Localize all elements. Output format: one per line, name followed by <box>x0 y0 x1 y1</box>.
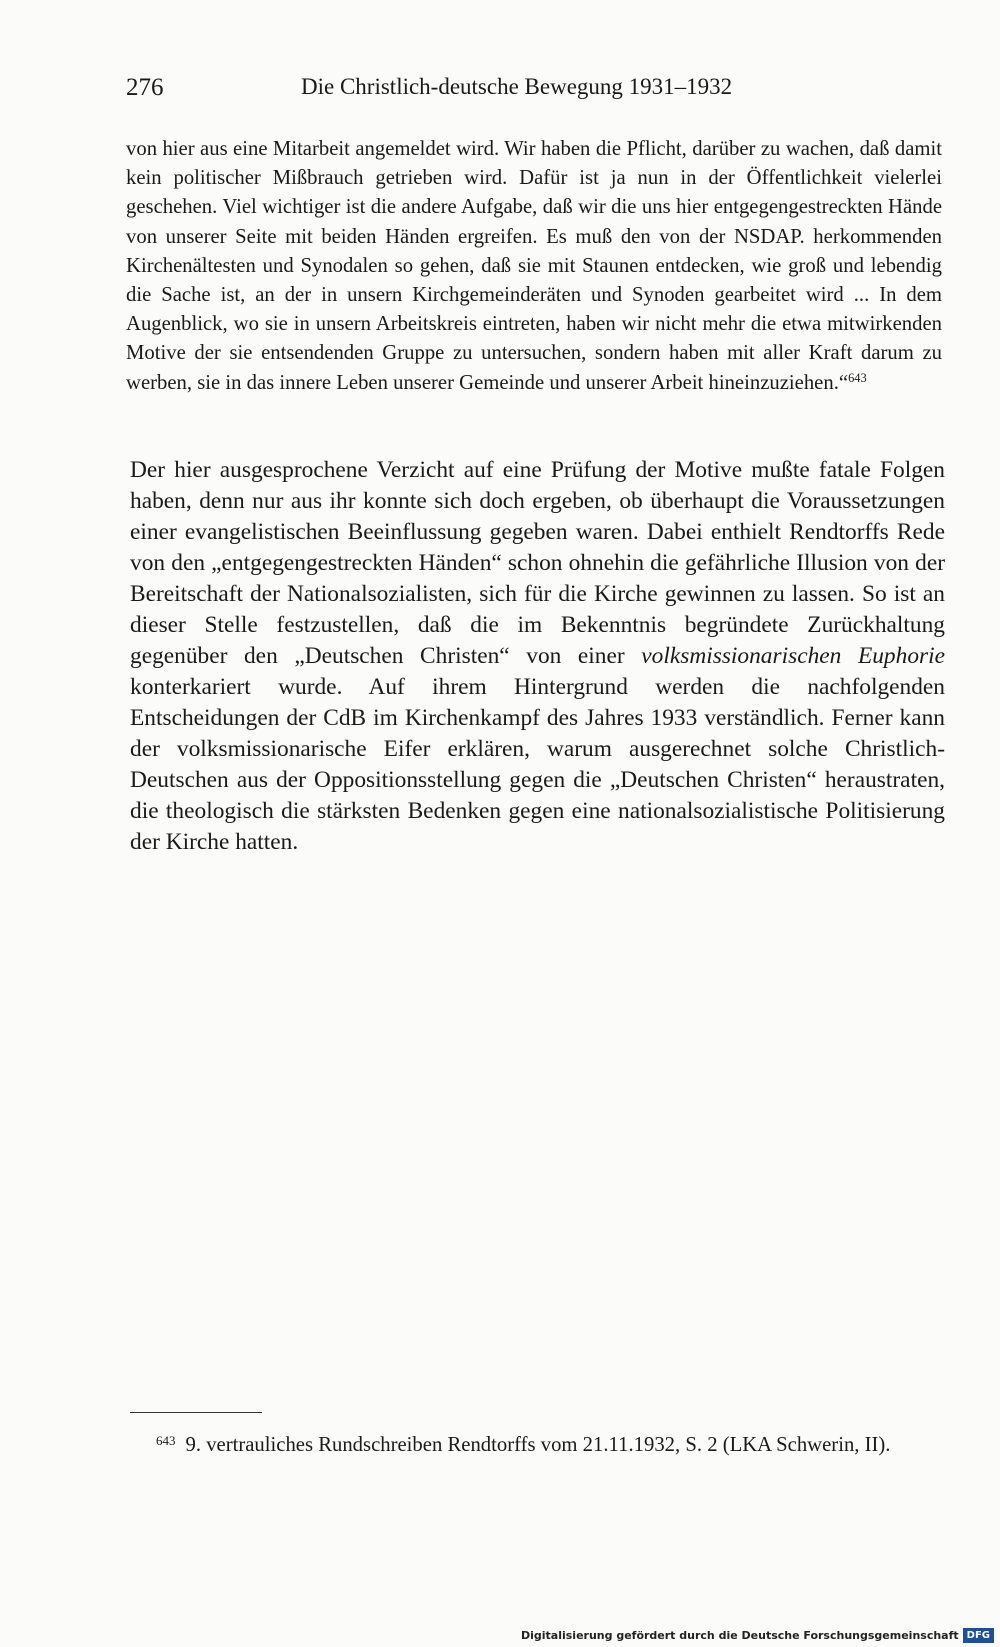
page-header <box>126 74 762 108</box>
page-number: 276 <box>126 74 164 101</box>
footnote-reference[interactable]: 643 <box>848 370 867 385</box>
body-text-part-1: Der hier ausgesprochene Verzicht auf eine Prüfung der Motive mußte fatale Folgen haben, denn nur aus ihr konnte sich doch ergeben, ob überhaupt die Voraussetzungen einer evangelistischen Beeinflussung gegeben waren. Dabei enthielt Rendtorffs Rede von den „entgegengestreckten Händen“ schon ohnehin die gefährliche Illusion von der Bereitschaft der Nationalsozialisten, sich für die Kirche gewinnen zu lassen. So ist an dieser Stelle festzustellen, daß die im Bekenntnis begründete Zurückhaltung gegenüber den „Deutschen Christen“ von einer <box>130 457 945 669</box>
quote-text: von hier aus eine Mitarbeit angemeldet wird. Wir haben die Pflicht, darüber zu wachen, daß damit kein politischer Mißbrauch getrieben wird. Dafür ist ja nun in der Öffentlichkeit vielerlei geschehen. Viel wichtiger ist die andere Aufgabe, daß wir die uns hier entgegengestreckten Hände von unserer Seite mit beiden Händen ergreifen. Es muß den von der NSDAP. herkommenden Kirchenältesten und Synodalen so gehen, daß sie mit Staunen entdecken, wie groß und lebendig die Sache ist, an der in unsern Kirchgemeinderäten und Synoden gearbeitet wird ... In dem Augenblick, wo sie in unsern Arbeitskreis eintreten, haben wir nicht mehr die etwa mitwirkenden Motive der sie entsendenden Gruppe zu untersuchen, sondern haben mit aller Kraft darum zu werben, sie in das innere Leben unserer Gemeinde und unserer Arbeit hineinzuziehen.“ <box>126 138 942 394</box>
body-text-part-2: konterkariert wurde. Auf ihrem Hintergrund werden die nachfolgenden Entscheidungen der CdB im Kirchenkampf des Jahres 1933 verständlich. Ferner kann der volksmissionarische Eifer erklären, warum ausgerechnet solche Christlich-Deutschen aus der Oppositionsstellung gegen die „Deutschen Christen“ heraustraten, die theologisch die stärksten Bedenken gegen eine nationalsozialistische Politisierung der Kirche hatten. <box>130 674 945 855</box>
footnote-number: 643 <box>156 1433 176 1448</box>
running-title: Die Christlich-deutsche Bewegung 1931–1932 <box>301 74 733 99</box>
footnote-text: 9. vertrauliches Rundschreiben Rendtorffs vom 21.11.1932, S. 2 (LKA Schwerin, II). <box>185 1434 891 1456</box>
footnote <box>156 1427 956 1459</box>
credit-text: Digitalisierung gefördert durch die Deutsche Forschungsgemeinschaft <box>520 1628 959 1642</box>
footnote-divider <box>130 1412 262 1413</box>
body-paragraph <box>130 455 945 858</box>
dfg-logo-icon: DFG <box>963 1628 994 1643</box>
block-quote <box>126 135 942 398</box>
digitization-credit <box>521 1627 994 1643</box>
emphasized-phrase: volksmissionarischen Euphorie <box>641 643 945 669</box>
